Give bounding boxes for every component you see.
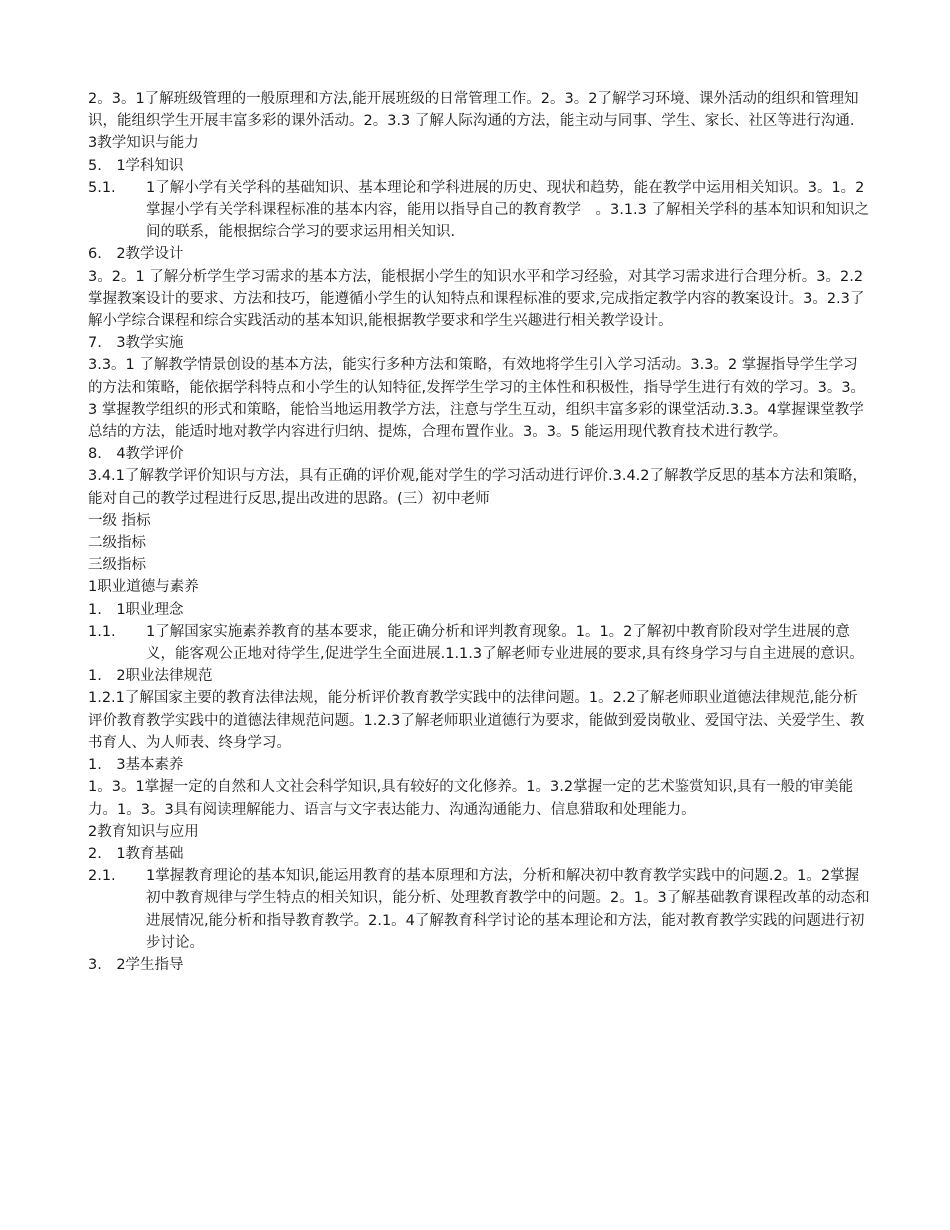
paragraph-number: 5.1. xyxy=(88,179,116,196)
numbered-paragraph xyxy=(88,621,870,665)
text-line: 1。3。1掌握一定的自然和人文社会科学知识,具有较好的文化修养。1。3.2掌握一定的艺术鉴赏知识,具有一般的审美能力。1。3。3具有阅读理解能力、语言与文字表达能力、沟通沟通能力、信息猎取和处理能力。 xyxy=(88,779,854,818)
numbered-paragraph xyxy=(88,177,870,244)
text-line: 1. 3基本素养 xyxy=(88,757,184,774)
text-line: 3教学知识与能力 xyxy=(88,135,199,152)
paragraph-text: 1了解小学有关学科的基础知识、基本理论和学科进展的历史、现状和趋势，能在教学中运用相关知识。3。1。2掌握小学有关学科课程标准的基本内容，能用以指导自己的教育教学 。3.1.3 了解相关学科的基本知识和知识之间的联系，能根据综合学习的要求运用相关知识. xyxy=(146,179,869,241)
text-line: 3. 2学生指导 xyxy=(88,956,184,973)
text-line: 2. 1教育基础 xyxy=(88,845,184,862)
text-line: 2教育知识与应用 xyxy=(88,823,199,840)
text-line: 一级 指标 xyxy=(88,512,151,529)
text-line: 3。2。1 了解分析学生学习需求的基本方法，能根据小学生的知识水平和学习经验，对其学习需求进行合理分析。3。2.2 掌握教案设计的要求、方法和技巧，能遵循小学生的认知特点和课程标准的要求,完成指定教学内容的教案设计。3。2.3了解小学综合课程和综合实践活动的基本知识,能根据教学要求和学生兴趣进行相关教学设计。 xyxy=(88,268,865,330)
text-line: 3.3。1 了解教学情景创设的基本方法，能实行多种方法和策略，有效地将学生引入学习活动。3.3。2 掌握指导学生学习的方法和策略，能依据学科特点和小学生的认知特征,发挥学生学习的主体性和积极性，指导学生进行有效的学习。3。3。3 掌握教学组织的形式和策略，能恰当地运用教学方法，注意与学生互动，组织丰富多彩的课堂活动.3.3。4掌握课堂教学总结的方法，能适时地对教学内容进行归纳、提炼，合理布置作业。3。3。5 能运用现代教育技术进行教学。 xyxy=(88,357,866,441)
text-line: 2。3。1了解班级管理的一般原理和方法,能开展班级的日常管理工作。2。3。2了解学习环境、课外活动的组织和管理知识，能组织学生开展丰富多彩的课外活动。2。3.3 了解人际沟通的方法，能主动与同事、学生、家长、社区等进行沟通. xyxy=(88,91,859,130)
paragraph-text: 1掌握教育理论的基本知识,能运用教育的基本原理和方法，分析和解决初中教育教学实践中的问题.2。1。2掌握初中教育规律与学生特点的相关知识，能分析、处理教育教学中的问题。2。1。3了解基础教育课程改革的动态和进展情况,能分析和指导教育教学。2.1。4了解教育科学讨论的基本理论和方法，能对教育教学实践的问题进行初步讨论。 xyxy=(146,868,870,951)
numbered-paragraph xyxy=(88,865,870,954)
paragraph-number: 1.1. xyxy=(88,623,116,640)
paragraph-text: 1了解国家实施素养教育的基本要求，能正确分析和评判教育现象。1。1。2了解初中教育阶段对学生进展的意义，能客观公正地对待学生,促进学生全面进展.1.1.3了解老师专业进展的要求,具有终身学习与自主进展的意识。 xyxy=(146,623,864,663)
paragraph-number: 2.1. xyxy=(88,868,116,885)
text-line: 1.2.1了解国家主要的教育法律法规，能分析评价教育教学实践中的法律问题。1。2.2了解老师职业道德法律规范,能分析评价教育教学实践中的道德法律规范问题。1.2.3了解老师职业道德行为要求，能做到爱岗敬业、爱国守法、关爱学生、教书育人、为人师表、终身学习。 xyxy=(88,690,865,751)
text-line: 6. 2教学设计 xyxy=(88,246,184,263)
text-line: 三级指标 xyxy=(88,557,146,574)
text-line: 7. 3教学实施 xyxy=(88,335,184,352)
text-line: 5. 1学科知识 xyxy=(88,157,184,174)
text-line: 3.4.1了解教学评价知识与方法，具有正确的评价观,能对学生的学习活动进行评价.3.4.2了解教学反思的基本方法和策略，能对自己的教学过程进行反思,提出改进的思路。(三）初中老师 xyxy=(88,468,868,507)
text-line: 8. 4教学评价 xyxy=(88,446,184,463)
text-line: 1. 2职业法律规范 xyxy=(88,668,213,685)
text-line: 1职业道德与素养 xyxy=(88,579,199,596)
text-line: 二级指标 xyxy=(88,535,146,552)
text-line: 1. 1职业理念 xyxy=(88,601,184,618)
